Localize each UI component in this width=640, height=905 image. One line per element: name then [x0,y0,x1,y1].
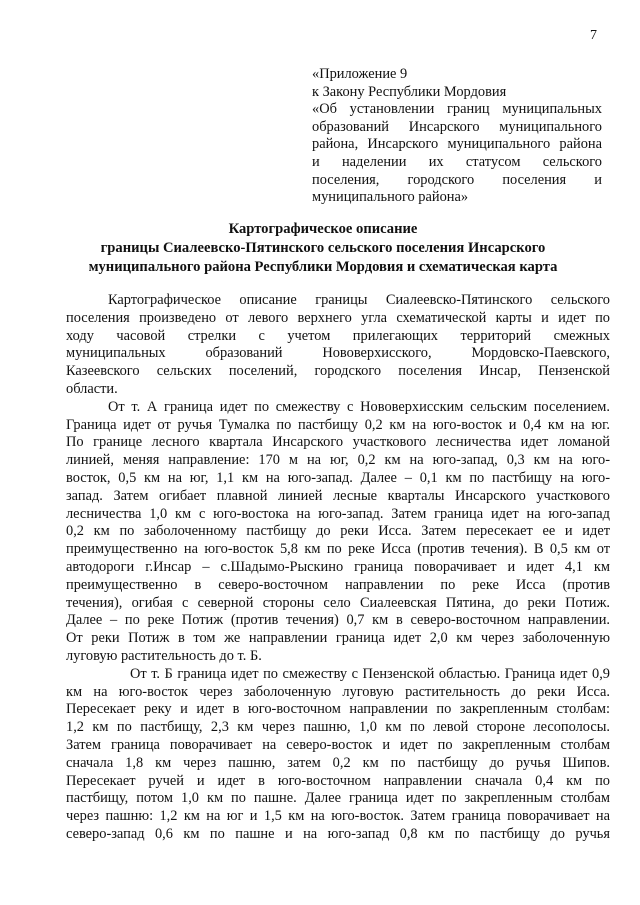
body-line: луговую растительность до т. Б. [66,647,262,664]
body-line: сначала 1,8 км через пашню, затем 0,2 км по пастбищу до ручья Шипов. [66,754,610,771]
title-line: муниципального района Республики Мордовия и схематическая карта [88,259,558,275]
body-line: От реки Потиж в том же направлении граница идет 2,0 км через заболоченную [66,630,610,647]
paragraph-1 [66,292,610,399]
paragraph-2 [66,399,610,666]
body-line: восток, 0,5 км на юг, 1,1 км на юго-запад. Далее – 0,1 км по пастбищу на юго- [66,469,610,486]
document-title [40,220,606,277]
body-line: преимущественно в северо-восточном направлении по реке Исса (против [66,576,610,593]
annex-line: «Приложение 9 [312,66,408,82]
page-number: 7 [590,28,597,43]
body-line: запад. Затем огибает плавной линией лесные кварталы Инсарского участкового [66,487,610,504]
body-line: Граница идет от ручья Тумалка по пастбищу 0,2 км на юго-восток и 0,4 км на юг. [66,416,610,433]
annex-line: поселения, городского поселения и [312,171,602,188]
body-line: северо-запад 0,6 км по пашне и на юго-запад 0,8 км по пастбищу до ручья [66,825,610,842]
body-line: 1,2 км по пастбищу, 2,3 км через пашню, 1,0 км по левой стороне лесополосы. [66,719,610,736]
title-line: Картографическое описание [228,221,418,237]
body-line: По границе лесного квартала Инсарского участкового лесничества идет ломаной [66,434,610,451]
body-line: через пашню: 1,2 км на юг и 1,5 км на юго-восток. Затем граница поворачивает на [66,808,610,825]
body-line: преимущественно на юго-восток 5,8 км по реке Исса (против течения). В 0,5 км от [66,541,610,558]
annex-line: муниципального района» [312,189,469,206]
body-line: муниципальных образований Нововерхисского, Мордовско-Паевского, [66,345,610,362]
paragraph-3 [66,666,610,844]
body-line: От т. А граница идет по смежеству с Нововерхисским сельским поселением. [108,398,610,415]
document-body [66,292,610,844]
body-line: ходу часовой стрелки с учетом прилегающих территорий смежных [66,327,610,344]
body-line: Далее – по реке Потиж (против течения) 0,7 км в северо-восточном направлении. [66,612,610,629]
body-line: 0,2 км по заболоченному пастбищу до реки Исса. Затем пересекает ее и идет [66,523,610,540]
annex-line: района, Инсарского муниципального района [312,136,602,153]
annex-line: «Об установлении границ муниципальных [312,101,602,118]
body-line: пастбищу, потом 1,0 км по пашне. Далее граница идет по закрепленным столбам [66,790,610,807]
body-line: течения), огибая с северной стороны село Сиалеевская Пятина, до реки Потиж. [66,594,610,611]
title-line: границы Сиалеевско-Пятинского сельского поселения Инсарского [100,240,546,256]
annex-line: образований Инсарского муниципального [312,118,602,135]
body-line: линией, меняя направление: 170 м на юг, 0,2 км на юго-запад, 0,3 км на юго- [66,452,610,469]
annex-line: и наделении их статусом сельского [312,153,602,170]
annex-line: к Закону Республики Мордовия [312,83,507,100]
body-line: Пересекает ручей и идет в юго-восточном направлении сначала 0,4 км по [66,772,610,789]
body-line: Картографическое описание границы Сиалеевско-Пятинского сельского [108,292,610,308]
body-line: От т. Б граница идет по смежеству с Пензенской областью. Граница идет 0,9 [130,665,610,682]
body-line: автодороги г.Инсар – с.Шадымо-Рыскино граница поворачивает и идет 4,1 км [66,558,610,575]
body-line: Затем граница поворачивает на северо-восток и идет по закрепленным столбам [66,736,610,753]
body-line: км на юго-восток через заболоченную луговую растительность до реки Исса. [66,683,610,700]
body-line: Пересекает реку и идет в юго-восточном направлении по закрепленным столбам: [66,701,610,718]
body-line: области. [66,380,118,397]
annex-header [312,66,602,207]
body-line: поселения произведено от левого верхнего угла схематической карты и идет по [66,309,610,326]
body-line: лесничества 1,0 км с юго-востока на юго-запад. Затем граница идет на юго-запад [66,505,610,522]
body-line: Казеевского сельских поселений, городского поселения Инсар, Пензенской [66,363,610,380]
